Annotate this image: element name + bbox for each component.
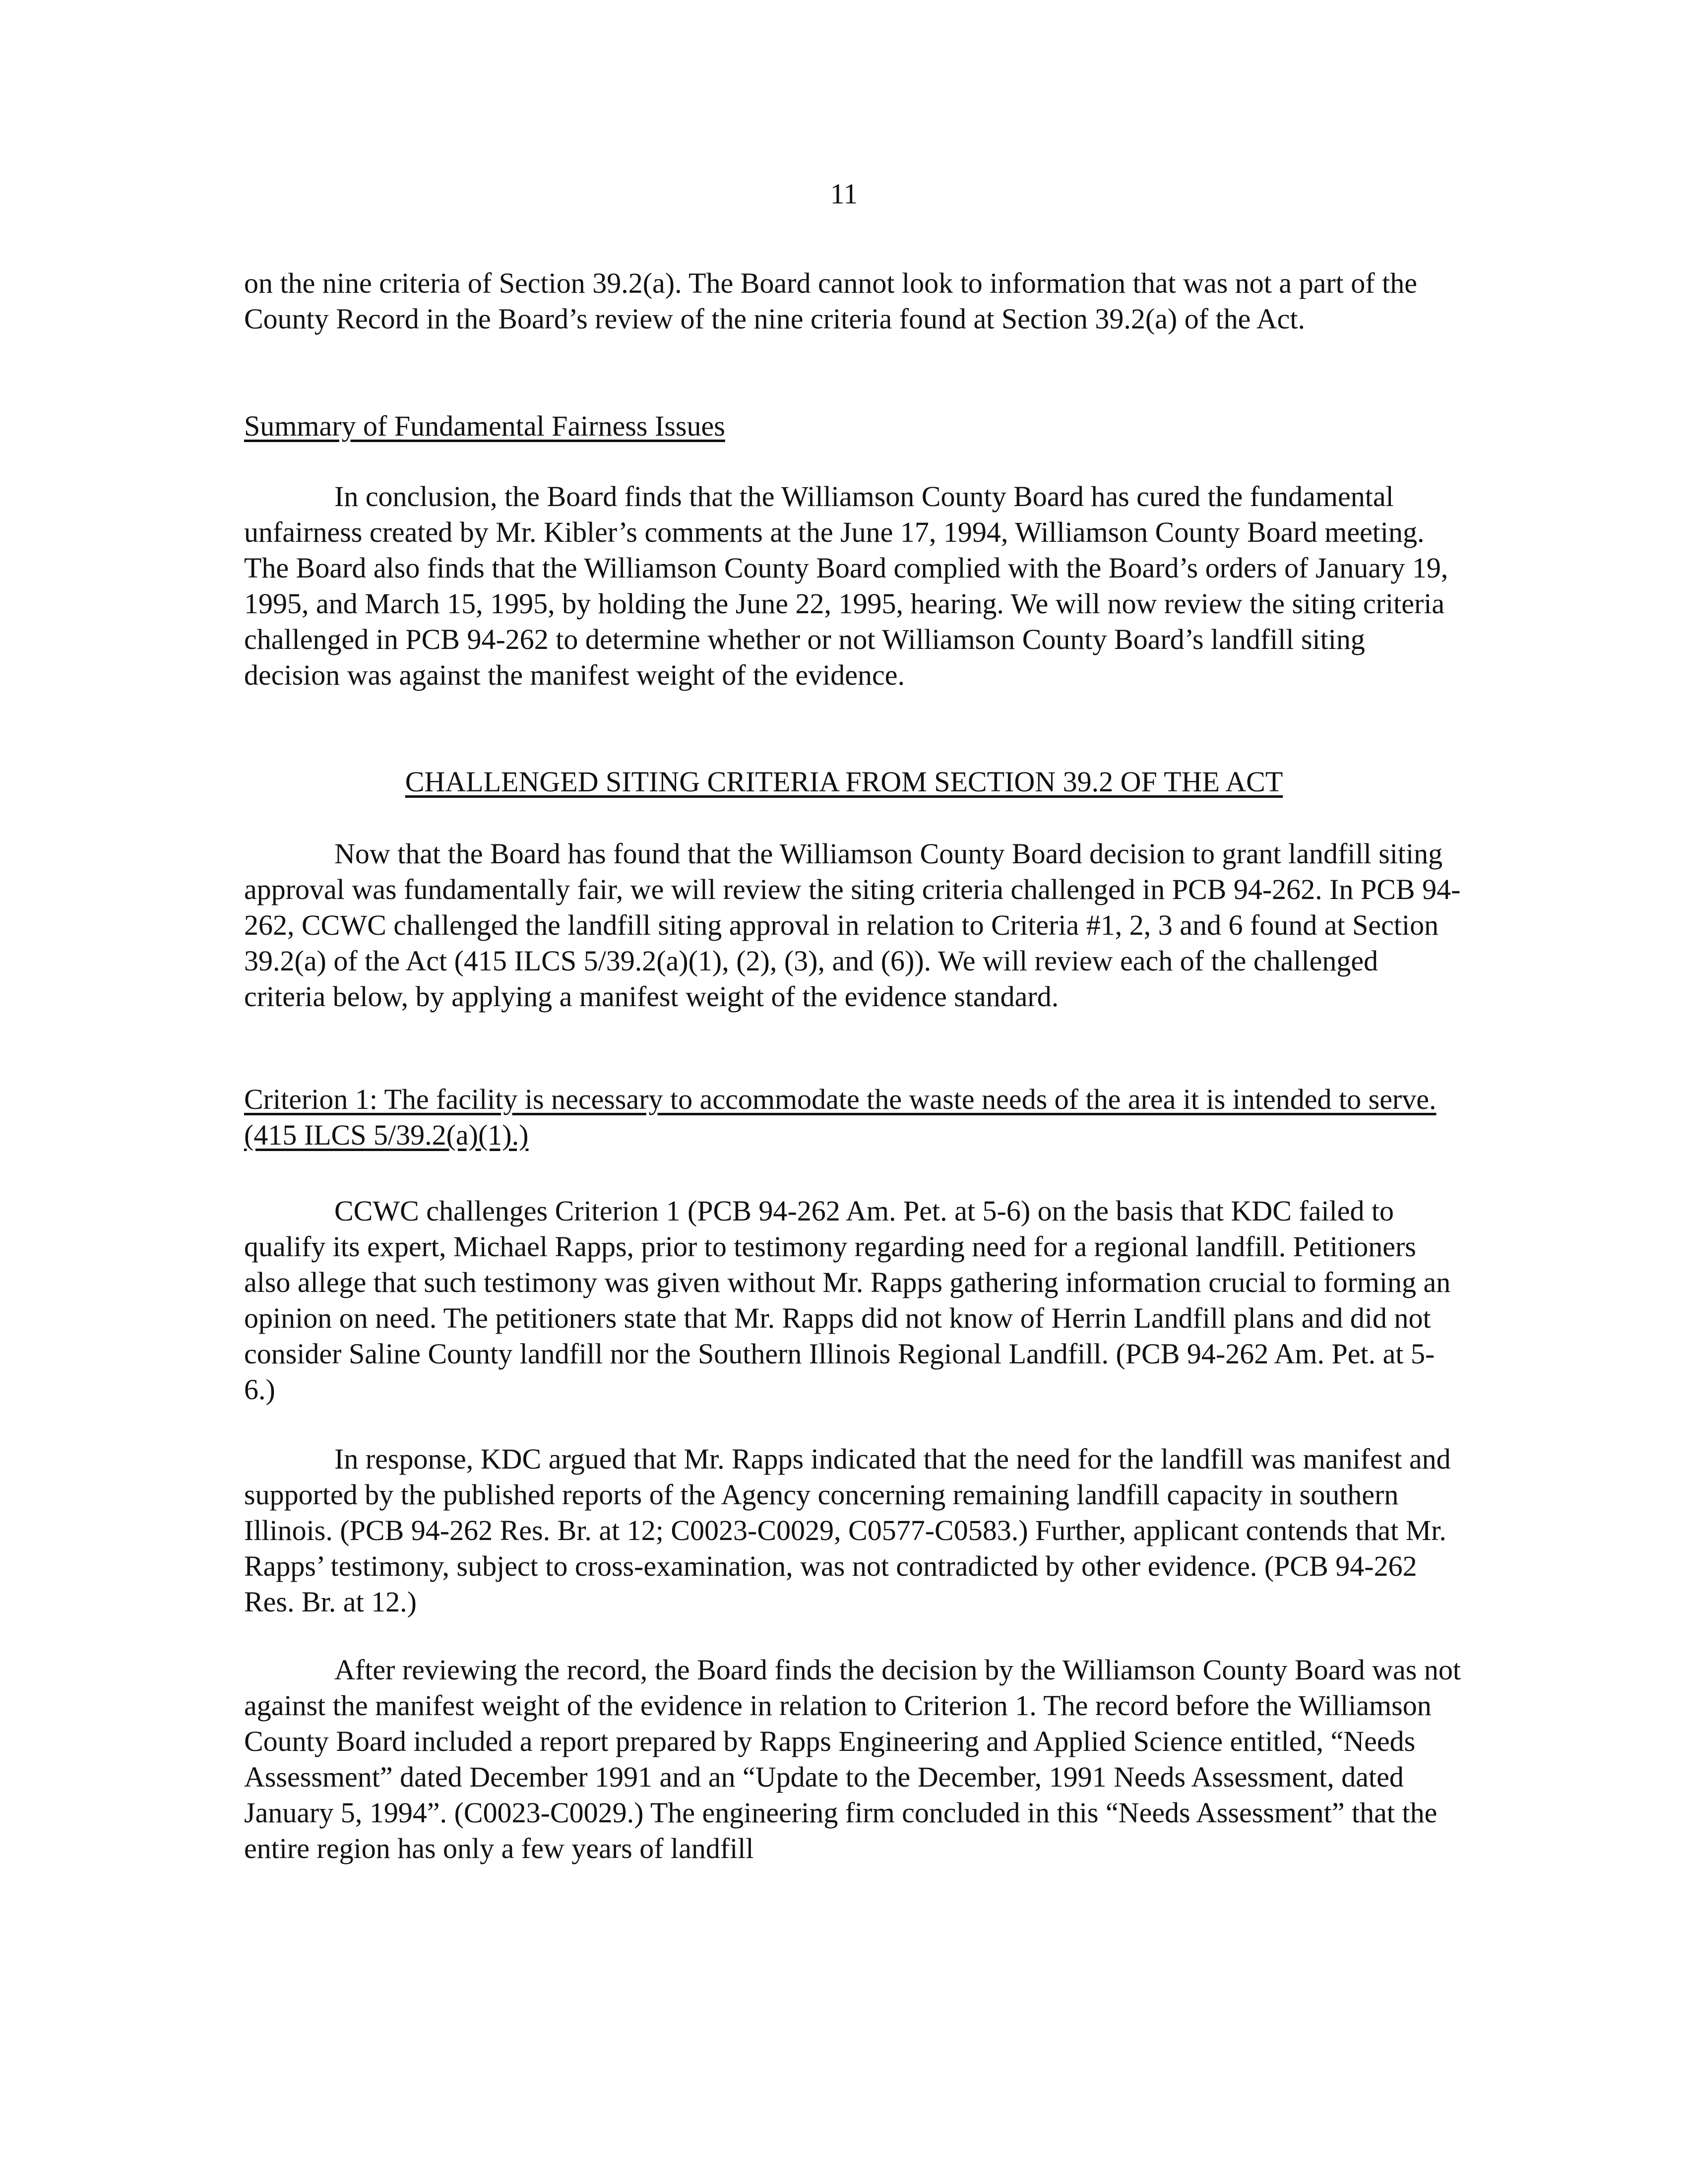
paragraph-review-intro: Now that the Board has found that the Williamson County Board decision to grant landfill siting approval was fundamentally fair, we will review the siting criteria challenged in PCB 94-262. In PCB 94-262, CCWC challenged the landfill siting approval in relation to Criteria #1, 2, 3 and 6 found at Section 39.2(a) of the Act (415 ILCS 5/39.2(a)(1), (2), (3), and (6)). We will review each of the challenged criteria below, by applying a manifest weight of the evidence standard. — [244, 837, 1461, 1013]
paragraph-kdc-response: In response, KDC argued that Mr. Rapps indicated that the need for the landfill was manifest and supported by the published reports of the Agency concerning remaining landfill capacity in southern Illinois. (PCB 94-262 Res. Br. at 12; C0023-C0029, C0577-C0583.) Further, applicant contends that Mr. Rapps’ testimony, subject to cross-examination, was not contradicted by other evidence. (PCB 94-262 Res. Br. at 12.) — [244, 1443, 1451, 1618]
paragraph-conclusion: In conclusion, the Board finds that the Williamson County Board has cured the fundamental unfairness created by Mr. Kibler’s comments at the June 17, 1994, Williamson County Board meeting. The Board also finds that the Williamson County Board complied with the Board’s orders of January 19, 1995, and March 15, 1995, by holding the June 22, 1995, hearing. We will now review the siting criteria challenged in PCB 94-262 to determine whether or not Williamson County Board’s landfill siting decision was against the manifest weight of the evidence. — [244, 480, 1448, 691]
paragraph-ccwc-challenge: CCWC challenges Criterion 1 (PCB 94-262 Am. Pet. at 5-6) on the basis that KDC failed to qualify its expert, Michael Rapps, prior to testimony regarding need for a regional landfill. Petitioners also allege that such testimony was given without Mr. Rapps gathering information crucial to forming an opinion on need. The petitioners state that Mr. Rapps did not know of Herrin Landfill plans and did not consider Saline County landfill nor the Southern Illinois Regional Landfill. (PCB 94-262 Am. Pet. at 5-6.) — [244, 1195, 1451, 1406]
section-heading-criterion-1: Criterion 1: The facility is necessary to accommodate the waste needs of the area it is intended to serve. (415 ILCS 5/39.2(a)(1).) — [244, 1083, 1437, 1151]
paragraph-board-finding: After reviewing the record, the Board finds the decision by the Williamson County Board was not against the manifest weight of the evidence in relation to Criterion 1. The record before the Williamson County Board included a report prepared by Rapps Engineering and Applied Science entitled, “Needs Assessment” dated December 1991 and an “Update to the December, 1991 Needs Assessment, dated January 5, 1994”. (C0023-C0029.) The engineering firm concluded in this “Needs Assessment” that the entire region has only a few years of landfill — [244, 1654, 1461, 1864]
section-heading-fairness-summary: Summary of Fundamental Fairness Issues — [244, 410, 725, 442]
paragraph-continuation: on the nine criteria of Section 39.2(a). The Board cannot look to information that was not a part of the County Record in the Board’s review of the nine criteria found at Section 39.2(a) of the Act. — [244, 267, 1417, 335]
section-heading-challenged-criteria: CHALLENGED SITING CRITERIA FROM SECTION 39.2 OF THE ACT — [405, 766, 1283, 798]
page-number: 11 — [830, 178, 858, 210]
